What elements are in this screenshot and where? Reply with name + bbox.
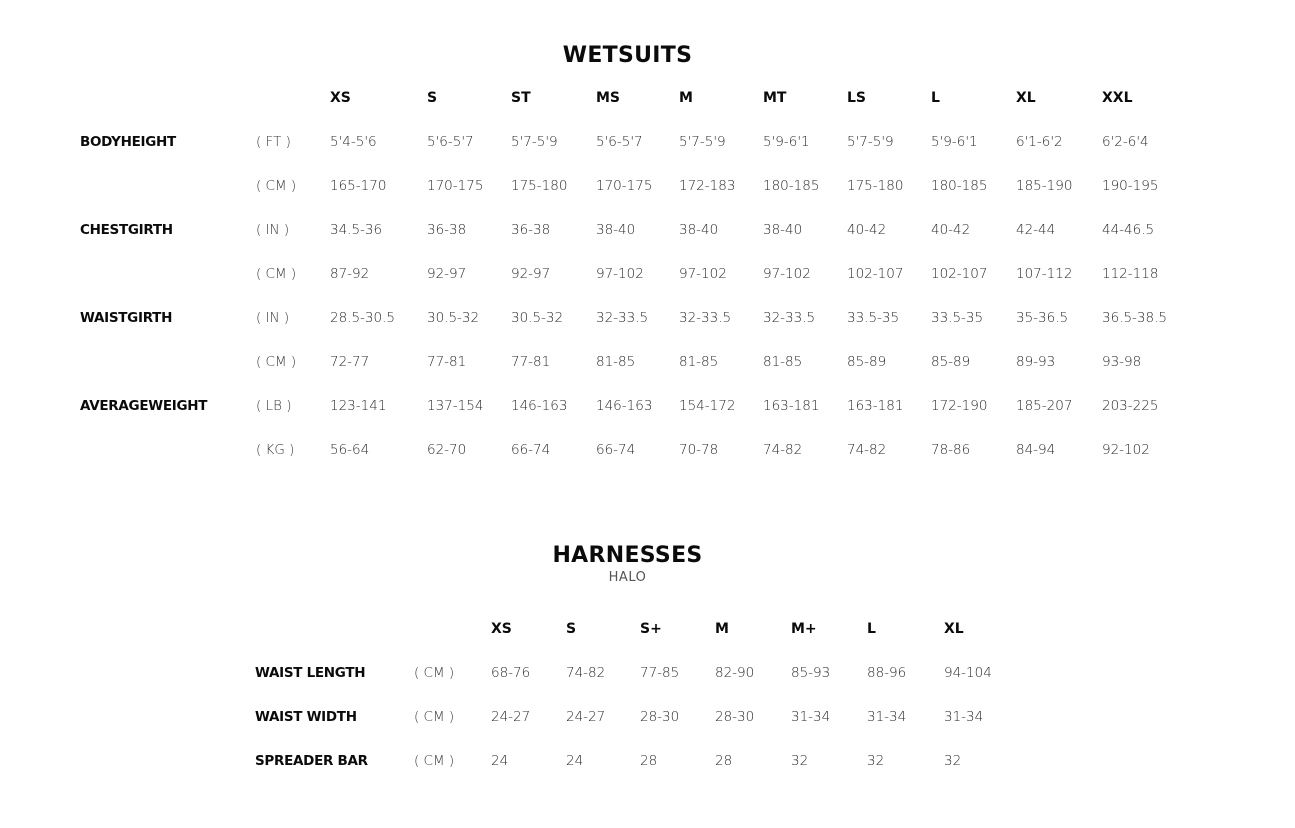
size-header: L xyxy=(867,621,876,637)
size-header: M xyxy=(715,621,729,637)
unit-label: ( CM ) xyxy=(256,178,297,194)
size-header: LS xyxy=(847,90,867,106)
row-label: WAIST WIDTH xyxy=(255,709,357,725)
table-cell: 77-85 xyxy=(640,665,680,681)
table-cell: 163-181 xyxy=(763,398,820,414)
row-label: AVERAGEWEIGHT xyxy=(80,398,208,414)
table-cell: 81-85 xyxy=(596,354,636,370)
table-cell: 36-38 xyxy=(511,222,551,238)
table-cell: 97-102 xyxy=(763,266,811,282)
size-header: M+ xyxy=(791,621,817,637)
table-cell: 38-40 xyxy=(763,222,803,238)
size-header: XXL xyxy=(1102,90,1133,106)
table-cell: 32 xyxy=(791,753,809,769)
table-cell: 32 xyxy=(867,753,885,769)
unit-label: ( CM ) xyxy=(414,753,455,769)
table-cell: 5'9-6'1 xyxy=(763,134,810,150)
harnesses-subtitle: HALO xyxy=(608,570,647,585)
table-cell: 6'2-6'4 xyxy=(1102,134,1149,150)
size-header: L xyxy=(931,90,940,106)
table-cell: 81-85 xyxy=(679,354,719,370)
table-cell: 62-70 xyxy=(427,442,467,458)
row-label: BODYHEIGHT xyxy=(80,134,176,150)
table-cell: 32-33.5 xyxy=(679,310,732,326)
unit-label: ( IN ) xyxy=(256,310,290,326)
table-cell: 92-97 xyxy=(511,266,551,282)
row-label: SPREADER BAR xyxy=(255,753,368,769)
table-cell: 146-163 xyxy=(511,398,568,414)
table-cell: 89-93 xyxy=(1016,354,1056,370)
unit-label: ( IN ) xyxy=(256,222,290,238)
row-label: WAISTGIRTH xyxy=(80,310,173,326)
wetsuits-title: WETSUITS xyxy=(562,43,693,68)
size-header: M xyxy=(679,90,693,106)
unit-label: ( CM ) xyxy=(256,354,297,370)
table-cell: 30.5-32 xyxy=(427,310,480,326)
table-cell: 185-190 xyxy=(1016,178,1073,194)
unit-label: ( FT ) xyxy=(256,134,291,150)
table-cell: 146-163 xyxy=(596,398,653,414)
table-cell: 97-102 xyxy=(679,266,727,282)
table-cell: 36.5-38.5 xyxy=(1102,310,1167,326)
table-cell: 24 xyxy=(491,753,509,769)
table-cell: 97-102 xyxy=(596,266,644,282)
table-cell: 85-89 xyxy=(847,354,887,370)
table-cell: 85-93 xyxy=(791,665,831,681)
table-cell: 70-78 xyxy=(679,442,719,458)
table-cell: 35-36.5 xyxy=(1016,310,1069,326)
table-cell: 77-81 xyxy=(427,354,467,370)
table-cell: 56-64 xyxy=(330,442,370,458)
table-cell: 180-185 xyxy=(763,178,820,194)
size-header: S+ xyxy=(640,621,662,637)
table-cell: 88-96 xyxy=(867,665,907,681)
table-cell: 203-225 xyxy=(1102,398,1159,414)
table-cell: 5'4-5'6 xyxy=(330,134,377,150)
table-cell: 190-195 xyxy=(1102,178,1159,194)
table-cell: 112-118 xyxy=(1102,266,1159,282)
table-cell: 40-42 xyxy=(847,222,887,238)
table-cell: 5'7-5'9 xyxy=(511,134,558,150)
unit-label: ( LB ) xyxy=(256,398,292,414)
table-cell: 172-190 xyxy=(931,398,988,414)
size-header: S xyxy=(427,90,438,106)
table-cell: 30.5-32 xyxy=(511,310,564,326)
table-cell: 28 xyxy=(640,753,658,769)
table-cell: 24-27 xyxy=(566,709,606,725)
table-cell: 102-107 xyxy=(847,266,904,282)
table-cell: 170-175 xyxy=(427,178,484,194)
table-cell: 44-46.5 xyxy=(1102,222,1155,238)
size-header: MT xyxy=(763,90,787,106)
table-cell: 66-74 xyxy=(511,442,551,458)
table-cell: 5'7-5'9 xyxy=(847,134,894,150)
table-cell: 74-82 xyxy=(847,442,887,458)
table-cell: 175-180 xyxy=(511,178,568,194)
table-cell: 85-89 xyxy=(931,354,971,370)
unit-label: ( CM ) xyxy=(414,709,455,725)
size-header: XS xyxy=(330,90,351,106)
table-cell: 81-85 xyxy=(763,354,803,370)
table-cell: 93-98 xyxy=(1102,354,1142,370)
table-cell: 38-40 xyxy=(679,222,719,238)
row-label: WAIST LENGTH xyxy=(255,665,366,681)
table-cell: 5'7-5'9 xyxy=(679,134,726,150)
table-cell: 74-82 xyxy=(763,442,803,458)
table-cell: 32-33.5 xyxy=(763,310,816,326)
unit-label: ( KG ) xyxy=(256,442,295,458)
table-cell: 137-154 xyxy=(427,398,484,414)
table-cell: 165-170 xyxy=(330,178,387,194)
table-cell: 34.5-36 xyxy=(330,222,383,238)
table-cell: 154-172 xyxy=(679,398,736,414)
table-cell: 92-97 xyxy=(427,266,467,282)
table-cell: 38-40 xyxy=(596,222,636,238)
table-cell: 94-104 xyxy=(944,665,992,681)
table-cell: 33.5-35 xyxy=(931,310,984,326)
table-cell: 31-34 xyxy=(791,709,831,725)
table-cell: 33.5-35 xyxy=(847,310,900,326)
table-cell: 5'9-6'1 xyxy=(931,134,978,150)
table-cell: 172-183 xyxy=(679,178,736,194)
table-cell: 40-42 xyxy=(931,222,971,238)
table-cell: 77-81 xyxy=(511,354,551,370)
table-cell: 102-107 xyxy=(931,266,988,282)
table-cell: 28.5-30.5 xyxy=(330,310,395,326)
table-cell: 66-74 xyxy=(596,442,636,458)
table-cell: 72-77 xyxy=(330,354,370,370)
table-cell: 28-30 xyxy=(640,709,680,725)
table-cell: 32-33.5 xyxy=(596,310,649,326)
size-header: S xyxy=(566,621,577,637)
table-cell: 28 xyxy=(715,753,733,769)
table-cell: 5'6-5'7 xyxy=(427,134,474,150)
table-cell: 180-185 xyxy=(931,178,988,194)
unit-label: ( CM ) xyxy=(256,266,297,282)
size-header: XS xyxy=(491,621,512,637)
table-cell: 185-207 xyxy=(1016,398,1073,414)
size-header: MS xyxy=(596,90,621,106)
table-cell: 68-76 xyxy=(491,665,531,681)
table-cell: 74-82 xyxy=(566,665,606,681)
table-cell: 28-30 xyxy=(715,709,755,725)
table-cell: 6'1-6'2 xyxy=(1016,134,1063,150)
unit-label: ( CM ) xyxy=(414,665,455,681)
table-cell: 32 xyxy=(944,753,962,769)
size-header: XL xyxy=(1016,90,1036,106)
table-cell: 107-112 xyxy=(1016,266,1073,282)
table-cell: 78-86 xyxy=(931,442,971,458)
table-cell: 84-94 xyxy=(1016,442,1056,458)
harnesses-title: HARNESSES xyxy=(552,543,703,568)
size-header: XL xyxy=(944,621,964,637)
table-cell: 5'6-5'7 xyxy=(596,134,643,150)
table-cell: 87-92 xyxy=(330,266,370,282)
table-cell: 24-27 xyxy=(491,709,531,725)
table-cell: 24 xyxy=(566,753,584,769)
table-cell: 36-38 xyxy=(427,222,467,238)
row-label: CHESTGIRTH xyxy=(80,222,173,238)
table-cell: 82-90 xyxy=(715,665,755,681)
table-cell: 175-180 xyxy=(847,178,904,194)
size-header: ST xyxy=(511,90,531,106)
table-cell: 163-181 xyxy=(847,398,904,414)
table-cell: 42-44 xyxy=(1016,222,1056,238)
table-cell: 92-102 xyxy=(1102,442,1150,458)
table-cell: 31-34 xyxy=(867,709,907,725)
table-cell: 123-141 xyxy=(330,398,387,414)
table-cell: 170-175 xyxy=(596,178,653,194)
table-cell: 31-34 xyxy=(944,709,984,725)
